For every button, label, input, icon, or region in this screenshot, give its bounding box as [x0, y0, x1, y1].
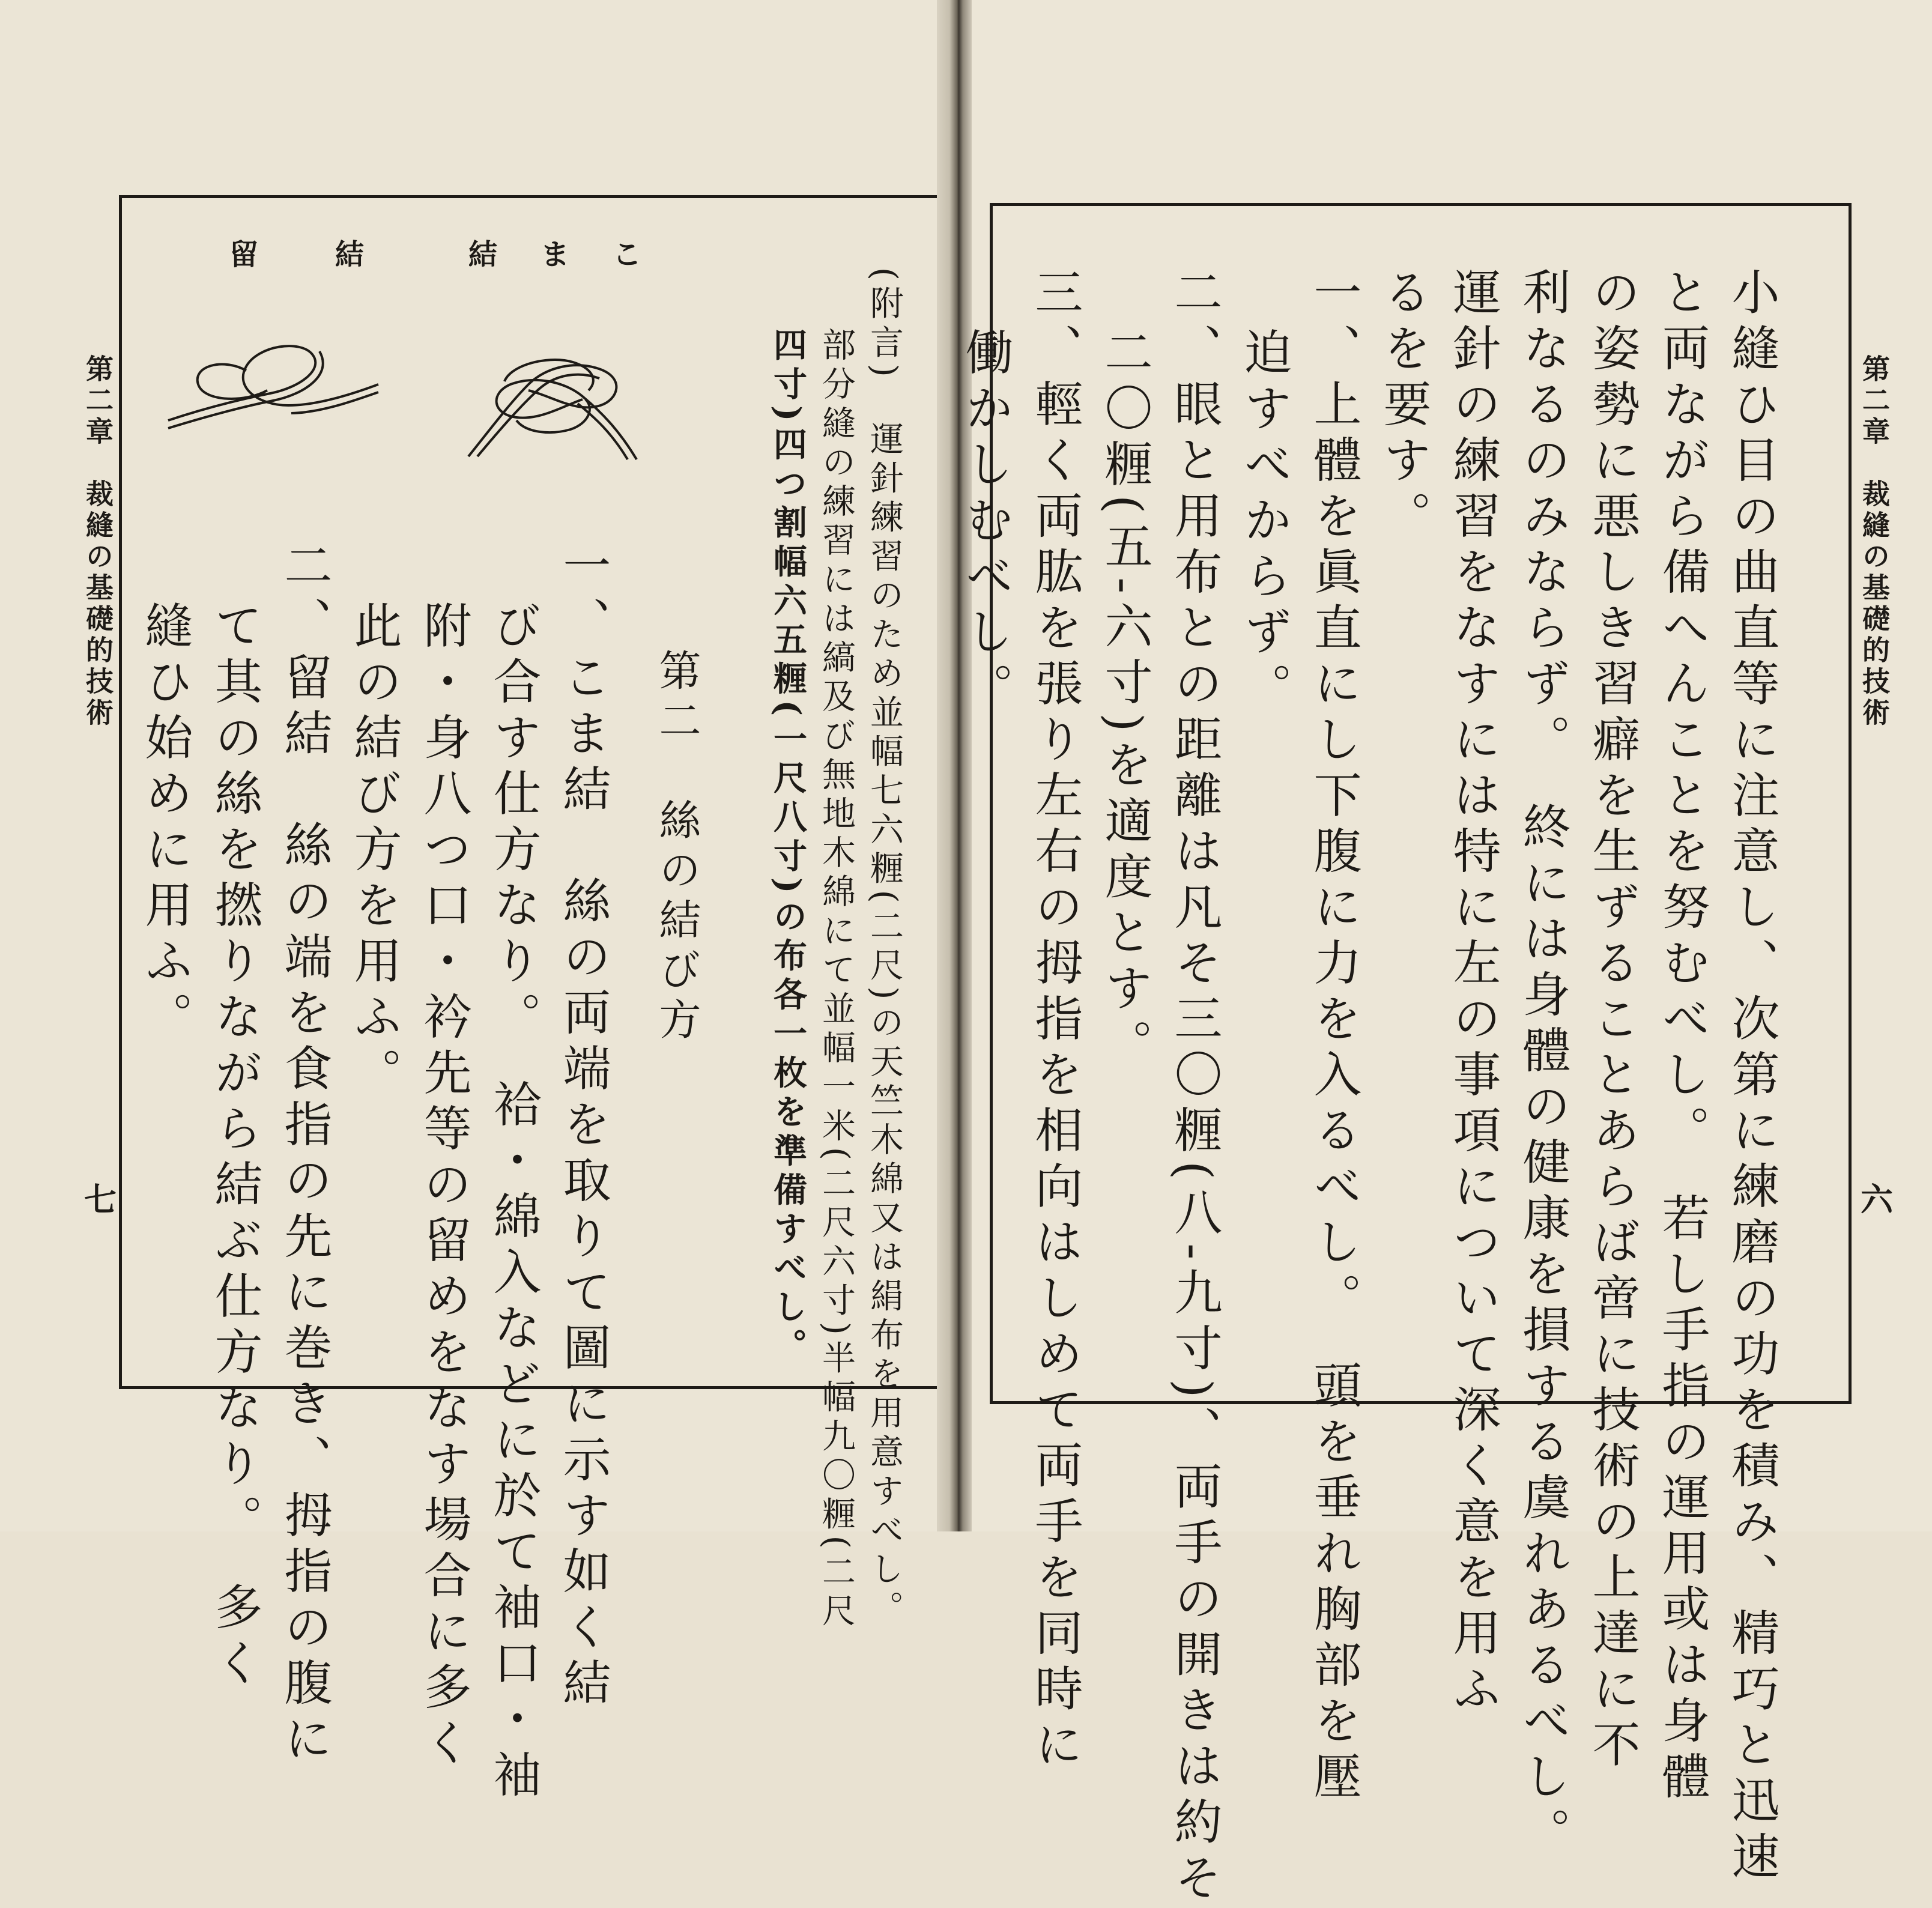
item-tome-line-3: 縫ひ始めに用ふ。 [137, 601, 193, 1047]
right-line-8: 迫すべからず。 [1236, 327, 1292, 718]
running-head-right: 第二章 裁縫の基礎的技術 [1858, 354, 1891, 729]
page-number-left: 七 [84, 1180, 117, 1219]
tome-knot-label: 留 結 [229, 238, 389, 271]
tome-knot-illustration [156, 333, 384, 453]
section-title: 第二 絲の結び方 [652, 649, 701, 1047]
item-koma-line-1: 一、こま結 絲の両端を取りて圖に示す如く結 [555, 541, 611, 1713]
right-page [957, 0, 1932, 1908]
right-line-2: と両ながら備へんことを努むべし。 若し手指の運用或は身體 [1654, 267, 1710, 1807]
right-line-1: 小縫ひ目の曲直等に注意し、次第に練磨の功を積み、精巧と迅速 [1724, 267, 1779, 1887]
item-koma-line-2: び合す仕方なり。 袷・綿入などに於て袖口・袖 [485, 601, 541, 1805]
right-line-3: の姿勢に悪しき習癖を生ずることあらば啻に技術の上達に不 [1584, 267, 1640, 1775]
item-koma-line-3: 附・身八つ口・衿先等の留めをなす場合に多く [416, 601, 471, 1773]
item-tome-line-1: 二、留結 絲の端を食指の先に巻き、拇指の腹に [276, 541, 332, 1769]
right-line-7: 一、上體を眞直にし下腹に力を入るべし。 頭を垂れ胸部を壓 [1306, 267, 1361, 1807]
item-tome-line-2: て其の絲を撚りながら結ぶ仕方なり。 多く [207, 601, 262, 1694]
left-page [0, 0, 956, 1805]
item-koma-line-4: 此の結び方を用ふ。 [346, 601, 402, 1103]
right-line-4: 利なるのみならず。 終には身體の健康を損する虞れあるべし。 [1515, 267, 1570, 1863]
note-line-2: 部分縫の練習には縞及び無地木綿にて並幅一米(二尺六寸)半幅九〇糎(二尺 [817, 327, 856, 1632]
page-number-right: 六 [1861, 1180, 1893, 1219]
note-line-3: 四寸)四つ割幅六五糎(一尺八寸)の布各一枚を準備すべし。 [768, 327, 808, 1367]
right-line-9: 二、眼と用布との距離は凡そ三〇糎(八-九寸)、両手の開きは約そ [1166, 267, 1222, 1908]
right-line-12: 働かしむべし。 [957, 327, 1013, 718]
running-head-left: 第二章 裁縫の基礎的技術 [82, 354, 114, 729]
right-line-5: 運針の練習をなすには特に左の事項について深く意を用ふ [1445, 267, 1501, 1719]
right-line-11: 三、輕く両肱を張り左右の拇指を相向はしめて両手を同時に [1027, 267, 1083, 1775]
koma-knot-illustration [420, 324, 673, 462]
koma-knot-label: 結 ま こ [468, 238, 649, 271]
note-line-1: (附言) 運針練習のため並幅七六糎(二尺)の天竺木綿又は絹布を用意すべし。 [865, 267, 904, 1630]
right-line-6: るを要す。 [1375, 267, 1431, 547]
right-line-10: 二〇糎(五-六寸)を適度とす。 [1097, 327, 1152, 1075]
